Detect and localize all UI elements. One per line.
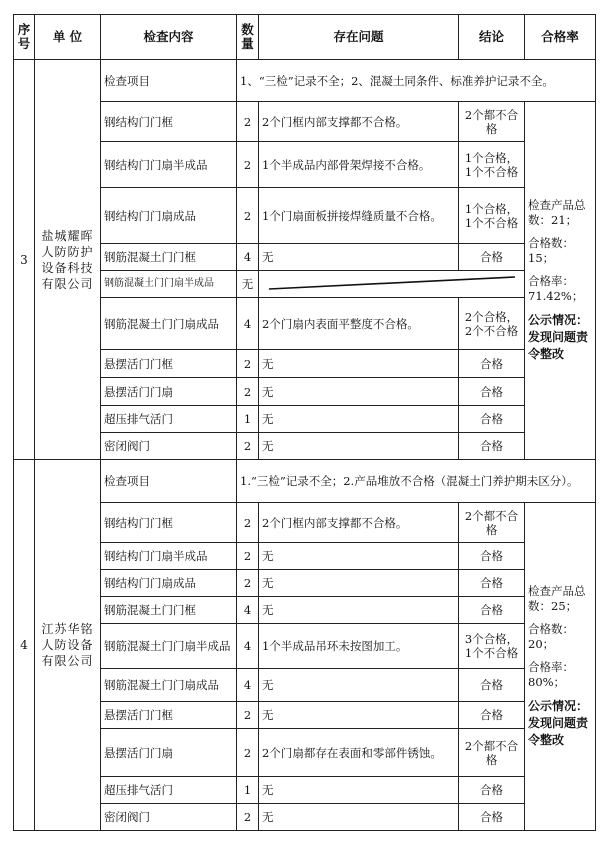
rate-ratio: 合格率：71.42%； [528, 274, 584, 303]
rate-pass: 合格数：15； [528, 236, 574, 265]
row-issue: 1个门扇面板拼接焊缝质量不合格。 [259, 188, 459, 244]
row-result: 3个合格，1个不合格 [459, 624, 525, 669]
row-content: 钢筋混凝土门门扇半成品 [101, 624, 237, 669]
header-content: 检查内容 [101, 15, 237, 60]
rate-ratio: 合格率：80%； [528, 660, 574, 689]
table-row [14, 543, 596, 570]
row-issue: 2个门框内部支撑都不合格。 [259, 102, 459, 142]
table-row [14, 702, 596, 729]
row-qty: 4 [237, 244, 259, 271]
row-qty: 2 [237, 142, 259, 188]
row-issue: 无 [259, 597, 459, 624]
row-qty: 2 [237, 188, 259, 244]
table-row [14, 597, 596, 624]
row-content: 钢结构门门框 [101, 503, 237, 543]
row-qty: 4 [237, 669, 259, 702]
row-content: 钢结构门门扇成品 [101, 188, 237, 244]
row-result: 合格 [459, 244, 525, 271]
row-result: 合格 [459, 669, 525, 702]
group-rate [525, 102, 596, 460]
row-issue: 2个门扇内表面平整度不合格。 [259, 298, 459, 350]
header-result: 结论 [459, 15, 525, 60]
row-content: 悬摆活门门框 [101, 350, 237, 378]
rate-notice: 公示情况：发现问题责令整改 [528, 313, 589, 361]
row-issue: 无 [259, 378, 459, 406]
rate-notice: 公示情况：发现问题责令整改 [528, 699, 589, 747]
row-issue: 无 [259, 777, 459, 804]
strike-line [263, 274, 519, 294]
row-qty: 2 [237, 503, 259, 543]
group-rate [525, 503, 596, 831]
table-row [14, 804, 596, 831]
row-content: 钢结构门门扇成品 [101, 570, 237, 597]
table-row [14, 378, 596, 406]
row-issue: 无 [259, 804, 459, 831]
row-qty: 无 [237, 271, 259, 298]
row-content: 检查项目 [101, 60, 237, 102]
table-row [14, 142, 596, 188]
header-issue: 存在问题 [259, 15, 459, 60]
row-result: 2个都不合格 [459, 102, 525, 142]
row-result: 1个合格，1个不合格 [459, 188, 525, 244]
row-result: 2个都不合格 [459, 503, 525, 543]
row-qty: 2 [237, 702, 259, 729]
row-qty: 2 [237, 350, 259, 378]
rate-pass: 合格数：20； [528, 622, 574, 651]
row-result: 合格 [459, 350, 525, 378]
row-result: 合格 [459, 378, 525, 406]
table-row [14, 503, 596, 543]
row-content: 钢筋混凝土门门扇成品 [101, 669, 237, 702]
row-result: 2个都不合格 [459, 729, 525, 777]
row-result: 合格 [459, 406, 525, 433]
group-seq: 4 [14, 460, 35, 831]
row-issue: 无 [259, 570, 459, 597]
row-content: 密闭阀门 [101, 433, 237, 460]
row-result: 合格 [459, 597, 525, 624]
table-row [14, 624, 596, 669]
row-qty: 1 [237, 406, 259, 433]
strike-through-cell [259, 271, 525, 298]
table-row [14, 777, 596, 804]
table-row [14, 669, 596, 702]
row-content: 超压排气活门 [101, 406, 237, 433]
table-row [14, 460, 596, 503]
row-qty: 4 [237, 298, 259, 350]
rate-total: 检查产品总数：25； [528, 584, 586, 613]
row-content: 钢结构门门扇半成品 [101, 543, 237, 570]
row-qty: 2 [237, 543, 259, 570]
row-content: 悬摆活门门框 [101, 702, 237, 729]
row-issue: 无 [259, 350, 459, 378]
group-unit: 盐城耀晖人防防护设备科技有限公司 [35, 60, 101, 460]
row-qty: 2 [237, 378, 259, 406]
row-issue: 1.“三检”记录不全；2.产品堆放不合格（混凝土门养护期未区分）。 [237, 460, 596, 503]
row-issue: 无 [259, 543, 459, 570]
row-content: 检查项目 [101, 460, 237, 503]
row-content: 悬摆活门门扇 [101, 378, 237, 406]
header-qty: 数量 [237, 15, 259, 60]
row-qty: 2 [237, 102, 259, 142]
row-issue: 无 [259, 702, 459, 729]
row-qty: 2 [237, 433, 259, 460]
row-content: 密闭阀门 [101, 804, 237, 831]
row-issue: 2个门扇都存在表面和零部件锈蚀。 [259, 729, 459, 777]
row-content: 钢结构门门框 [101, 102, 237, 142]
row-content: 钢筋混凝土门门框 [101, 597, 237, 624]
table-row [14, 570, 596, 597]
row-issue: 无 [259, 669, 459, 702]
row-issue: 无 [259, 406, 459, 433]
row-result: 1个合格，1个不合格 [459, 142, 525, 188]
header-seq: 序号 [14, 15, 35, 60]
row-result: 合格 [459, 433, 525, 460]
table-row [14, 729, 596, 777]
inspection-table [13, 14, 596, 831]
row-qty: 2 [237, 729, 259, 777]
header-unit: 单 位 [35, 15, 101, 60]
row-issue: 1个半成品吊环未按图加工。 [259, 624, 459, 669]
row-content: 钢结构门门扇半成品 [101, 142, 237, 188]
table-row [14, 60, 596, 102]
row-qty: 4 [237, 597, 259, 624]
row-content: 钢筋混凝土门门框 [101, 244, 237, 271]
row-result: 2个合格，2个不合格 [459, 298, 525, 350]
table-row [14, 244, 596, 271]
row-result: 合格 [459, 777, 525, 804]
row-issue: 无 [259, 433, 459, 460]
row-result: 合格 [459, 543, 525, 570]
rate-total: 检查产品总数：21； [528, 198, 586, 227]
table-row [14, 271, 596, 298]
row-qty: 1 [237, 777, 259, 804]
row-issue: 无 [259, 244, 459, 271]
row-issue: 1个半成品内部骨架焊接不合格。 [259, 142, 459, 188]
row-content: 超压排气活门 [101, 777, 237, 804]
table-row [14, 298, 596, 350]
row-content: 钢筋混凝土门门扇半成品 [101, 271, 237, 298]
table-row [14, 102, 596, 142]
row-qty: 2 [237, 804, 259, 831]
group-unit: 江苏华铭人防设备有限公司 [35, 460, 101, 831]
header-rate: 合格率 [525, 15, 596, 60]
row-result: 合格 [459, 804, 525, 831]
group-seq: 3 [14, 60, 35, 460]
table-row [14, 433, 596, 460]
table-row [14, 188, 596, 244]
table-row [14, 406, 596, 433]
row-result: 合格 [459, 702, 525, 729]
row-qty: 4 [237, 624, 259, 669]
row-content: 悬摆活门门扇 [101, 729, 237, 777]
row-qty: 2 [237, 570, 259, 597]
table-row [14, 350, 596, 378]
row-issue: 2个门框内部支撑都不合格。 [259, 503, 459, 543]
row-result: 合格 [459, 570, 525, 597]
row-issue: 1、“三检”记录不全；2、混凝土同条件、标准养护记录不全。 [237, 60, 596, 102]
header-row [14, 15, 596, 60]
row-content: 钢筋混凝土门门扇成品 [101, 298, 237, 350]
